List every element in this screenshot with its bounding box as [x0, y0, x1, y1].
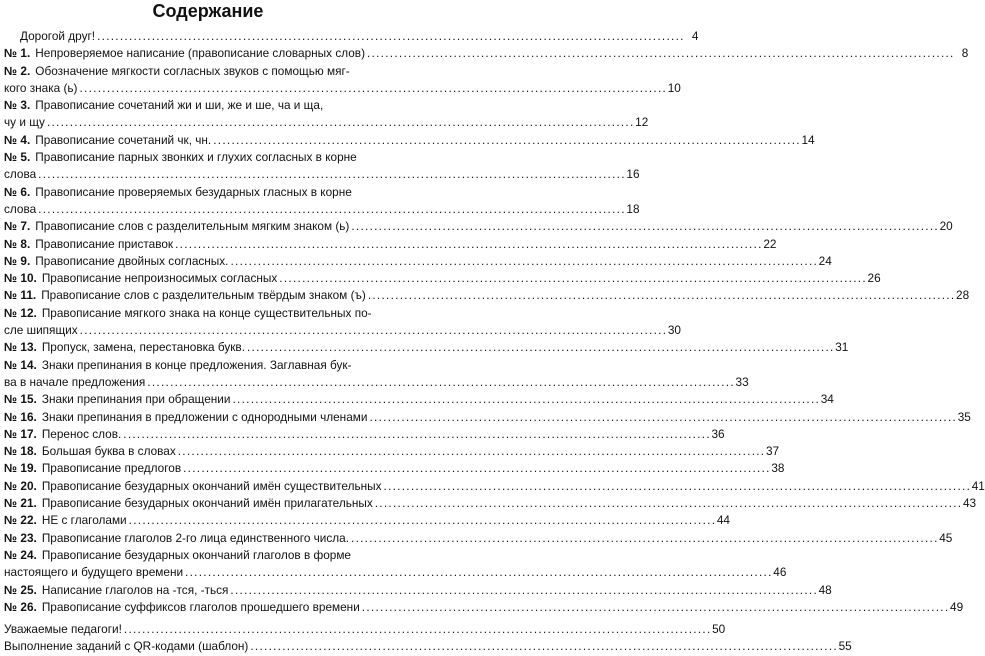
toc-page-number: 24 [818, 253, 832, 268]
dot-leader [185, 564, 770, 581]
toc-entry-line [4, 426, 725, 443]
toc-page-number: 14 [801, 132, 815, 147]
toc-page-number: 35 [957, 409, 971, 424]
toc-entry-line [4, 63, 412, 80]
toc-entry-line [4, 287, 970, 304]
dot-leader [213, 132, 798, 149]
toc-entry-line [4, 270, 881, 287]
toc-page-number: 43 [962, 496, 977, 511]
page-title: Содержание [152, 1, 264, 21]
dot-leader [183, 460, 768, 477]
dot-leader [230, 582, 815, 599]
toc-entry-line [4, 547, 412, 564]
toc-page-number: 8 [961, 46, 969, 61]
toc-entry-title: настоящего и будущего времени [4, 565, 184, 580]
toc-entry-number: № 8. [4, 236, 31, 251]
toc-page-number: 10 [667, 80, 681, 95]
dot-leader [362, 599, 947, 616]
toc-entry-line [4, 357, 412, 374]
toc-entry-line [4, 218, 953, 235]
toc-entry-number: № 3. [4, 98, 31, 113]
toc-entry-title: Правописание мягкого знака на конце существительных по- [41, 305, 372, 320]
toc-page-number: 16 [626, 167, 640, 182]
toc-entry-line [4, 28, 699, 45]
toc-entry-title: сле шипящих [4, 323, 78, 338]
toc-entry-title: Пропуск, замена, перестановка букв. [41, 340, 245, 355]
toc-entry-line [4, 530, 953, 547]
dot-leader [230, 253, 815, 270]
toc-entry-title: Перенос слов. [41, 426, 122, 441]
table-of-contents [4, 28, 985, 656]
dot-leader [367, 45, 952, 62]
toc-entry-number: № 22. [4, 513, 37, 528]
toc-entry-title: Знаки препинания в предложении с однородными членами [41, 409, 368, 424]
dot-leader [369, 409, 954, 426]
dot-leader [175, 236, 760, 253]
toc-entry-number: № 26. [4, 599, 37, 614]
toc-entry-title: НЕ с глаголами [41, 513, 127, 528]
toc-page-number: 46 [773, 565, 787, 580]
toc-entry-title: Правописание безударных окончаний имён существительных [41, 478, 382, 493]
dot-leader [79, 80, 664, 97]
toc-entry-line [4, 132, 815, 149]
toc-entry-line [4, 582, 832, 599]
toc-page-number: 31 [835, 340, 849, 355]
toc-entry-number: № 13. [4, 340, 37, 355]
toc-entry-line [4, 391, 834, 408]
toc-page-number: 44 [716, 513, 730, 528]
toc-entry-title: Правописание предлогов [41, 461, 182, 476]
toc-entry-line [4, 638, 852, 655]
toc-entry-title: Непроверяемое написание (правописание словарных слов) [35, 46, 365, 61]
toc-page-number: 41 [971, 478, 985, 493]
dot-leader [124, 621, 709, 638]
toc-entry-title: Обозначение мягкости согласных звуков с помощью мяг- [35, 63, 350, 78]
toc-entry-number: № 16. [4, 409, 37, 424]
toc-page-number: 12 [635, 115, 649, 130]
toc-entry-number: № 23. [4, 530, 37, 545]
dot-leader [97, 28, 682, 45]
toc-entry-number: № 24. [4, 547, 37, 562]
toc-entry-number: № 6. [4, 184, 31, 199]
dot-leader [247, 339, 832, 356]
toc-entry-title: Правописание парных звонких и глухих согласных в корне [35, 150, 357, 165]
toc-entry-title: Правописание сочетаний жи и ши, же и ше, ча и ща, [35, 98, 324, 113]
toc-entry-title: Дорогой друг! [20, 29, 96, 43]
toc-page-number: 33 [735, 374, 749, 389]
toc-entry-number: № 7. [4, 219, 31, 234]
toc-entry-line [4, 80, 681, 97]
toc-entry-title: Знаки препинания в конце предложения. Заглавная бук- [41, 357, 352, 372]
toc-entry-line [4, 184, 412, 201]
toc-entry-line [4, 621, 726, 638]
toc-page-number: 26 [867, 271, 881, 286]
toc-entry-line [4, 149, 412, 166]
toc-entry-number: № 19. [4, 461, 37, 476]
toc-entry-title: Правописание слов с разделительным твёрдым знаком (ъ) [41, 288, 366, 303]
toc-entry-line [4, 599, 964, 616]
toc-entry-line [4, 495, 977, 512]
toc-entry-title: Правописание непроизносимых согласных [41, 271, 278, 286]
dot-leader [123, 426, 708, 443]
toc-entry-title: Правописание двойных согласных. [35, 253, 229, 268]
toc-entry-number: № 12. [4, 305, 37, 320]
toc-entry-number: № 18. [4, 444, 37, 459]
toc-entry-line [4, 114, 649, 131]
toc-entry-line [4, 460, 785, 477]
toc-entry-number: № 4. [4, 132, 31, 147]
dot-leader [129, 512, 714, 529]
toc-entry-title: слова [4, 201, 37, 216]
dot-leader [38, 201, 623, 218]
dot-leader [368, 287, 953, 304]
toc-entry-title: Правописание безударных окончаний глаголов в форме [41, 547, 351, 562]
dot-leader [232, 391, 817, 408]
dot-leader [178, 443, 763, 460]
toc-entry-number: № 21. [4, 496, 37, 511]
toc-page-number: 28 [956, 288, 970, 303]
toc-page-number: 30 [667, 323, 681, 338]
toc-entry-number: № 9. [4, 253, 31, 268]
toc-entry-title: Правописание сочетаний чк, чн. [35, 132, 212, 147]
toc-entry-title: Выполнение заданий с QR-кодами (шаблон) [4, 639, 249, 654]
toc-page-number: 18 [626, 201, 640, 216]
toc-entry-line [4, 305, 412, 322]
dot-leader [351, 530, 936, 547]
toc-entry-number: № 25. [4, 582, 37, 597]
toc-entry-line [4, 339, 849, 356]
dot-leader [279, 270, 864, 287]
toc-entry-title: Большая буква в словах [41, 444, 176, 459]
toc-entry-line [4, 374, 749, 391]
toc-entry-title: Знаки препинания при обращении [41, 392, 231, 407]
dot-leader [80, 322, 665, 339]
toc-page-number: 49 [950, 599, 964, 614]
dot-leader [250, 638, 835, 655]
toc-entry-line [4, 564, 787, 581]
dot-leader [47, 114, 632, 131]
toc-entry-line [4, 236, 777, 253]
toc-entry-line [4, 45, 969, 62]
toc-entry-number: № 5. [4, 150, 31, 165]
toc-entry-title: Правописание суффиксов глаголов прошедшего времени [41, 599, 360, 614]
toc-page-number: 38 [771, 461, 785, 476]
toc-entry-line [4, 443, 780, 460]
toc-page-number: 50 [712, 622, 726, 637]
toc-page-number: 22 [763, 236, 777, 251]
toc-page-number: 45 [939, 530, 953, 545]
toc-entry-line [4, 409, 971, 426]
toc-entry-title: ва в начале предложения [4, 374, 146, 389]
toc-entry-title: Правописание приставок [35, 236, 174, 251]
toc-page-number: 37 [765, 444, 780, 459]
toc-entry-number: № 15. [4, 392, 37, 407]
dot-leader [351, 218, 936, 235]
toc-entry-line [4, 253, 832, 270]
toc-entry-line [4, 478, 985, 495]
toc-entry-title: кого знака (ь) [4, 80, 78, 95]
dot-leader [384, 478, 969, 495]
toc-entry-number: № 2. [4, 63, 31, 78]
toc-page-number: 20 [939, 219, 953, 234]
toc-entry-title: Правописание слов с разделительным мягким знаком (ь) [35, 219, 350, 234]
toc-page-number: 48 [818, 582, 832, 597]
toc-entry-line [4, 97, 412, 114]
toc-entry-number: № 14. [4, 357, 37, 372]
toc-entry-number: № 17. [4, 426, 37, 441]
toc-page-number: 55 [838, 639, 852, 654]
toc-page-number: 34 [820, 392, 834, 407]
toc-entry-line [4, 201, 640, 218]
toc-entry-number: № 10. [4, 271, 37, 286]
toc-entry-title: Правописание безударных окончаний имён прилагательных [41, 496, 373, 511]
dot-leader [38, 166, 623, 183]
dot-leader [147, 374, 732, 391]
dot-leader [375, 495, 960, 512]
toc-entry-line [4, 512, 730, 529]
toc-entry-title: чу и щу [4, 115, 45, 130]
toc-entry-number: № 1. [4, 46, 31, 61]
toc-entry-title: слова [4, 167, 37, 182]
toc-entry-title: Написание глаголов на -тся, -ться [41, 582, 229, 597]
toc-entry-line [4, 322, 681, 339]
toc-entry-line [4, 166, 640, 183]
toc-entry-number: № 11. [4, 288, 37, 303]
toc-entry-title: Уважаемые педагоги! [4, 622, 122, 637]
toc-entry-title: Правописание проверяемых безударных гласных в корне [35, 184, 352, 199]
toc-entry-number: № 20. [4, 478, 37, 493]
toc-page-number: 36 [711, 426, 725, 441]
toc-page-number: 4 [691, 29, 699, 43]
toc-entry-title: Правописание глаголов 2-го лица единственного числа. [41, 530, 350, 545]
